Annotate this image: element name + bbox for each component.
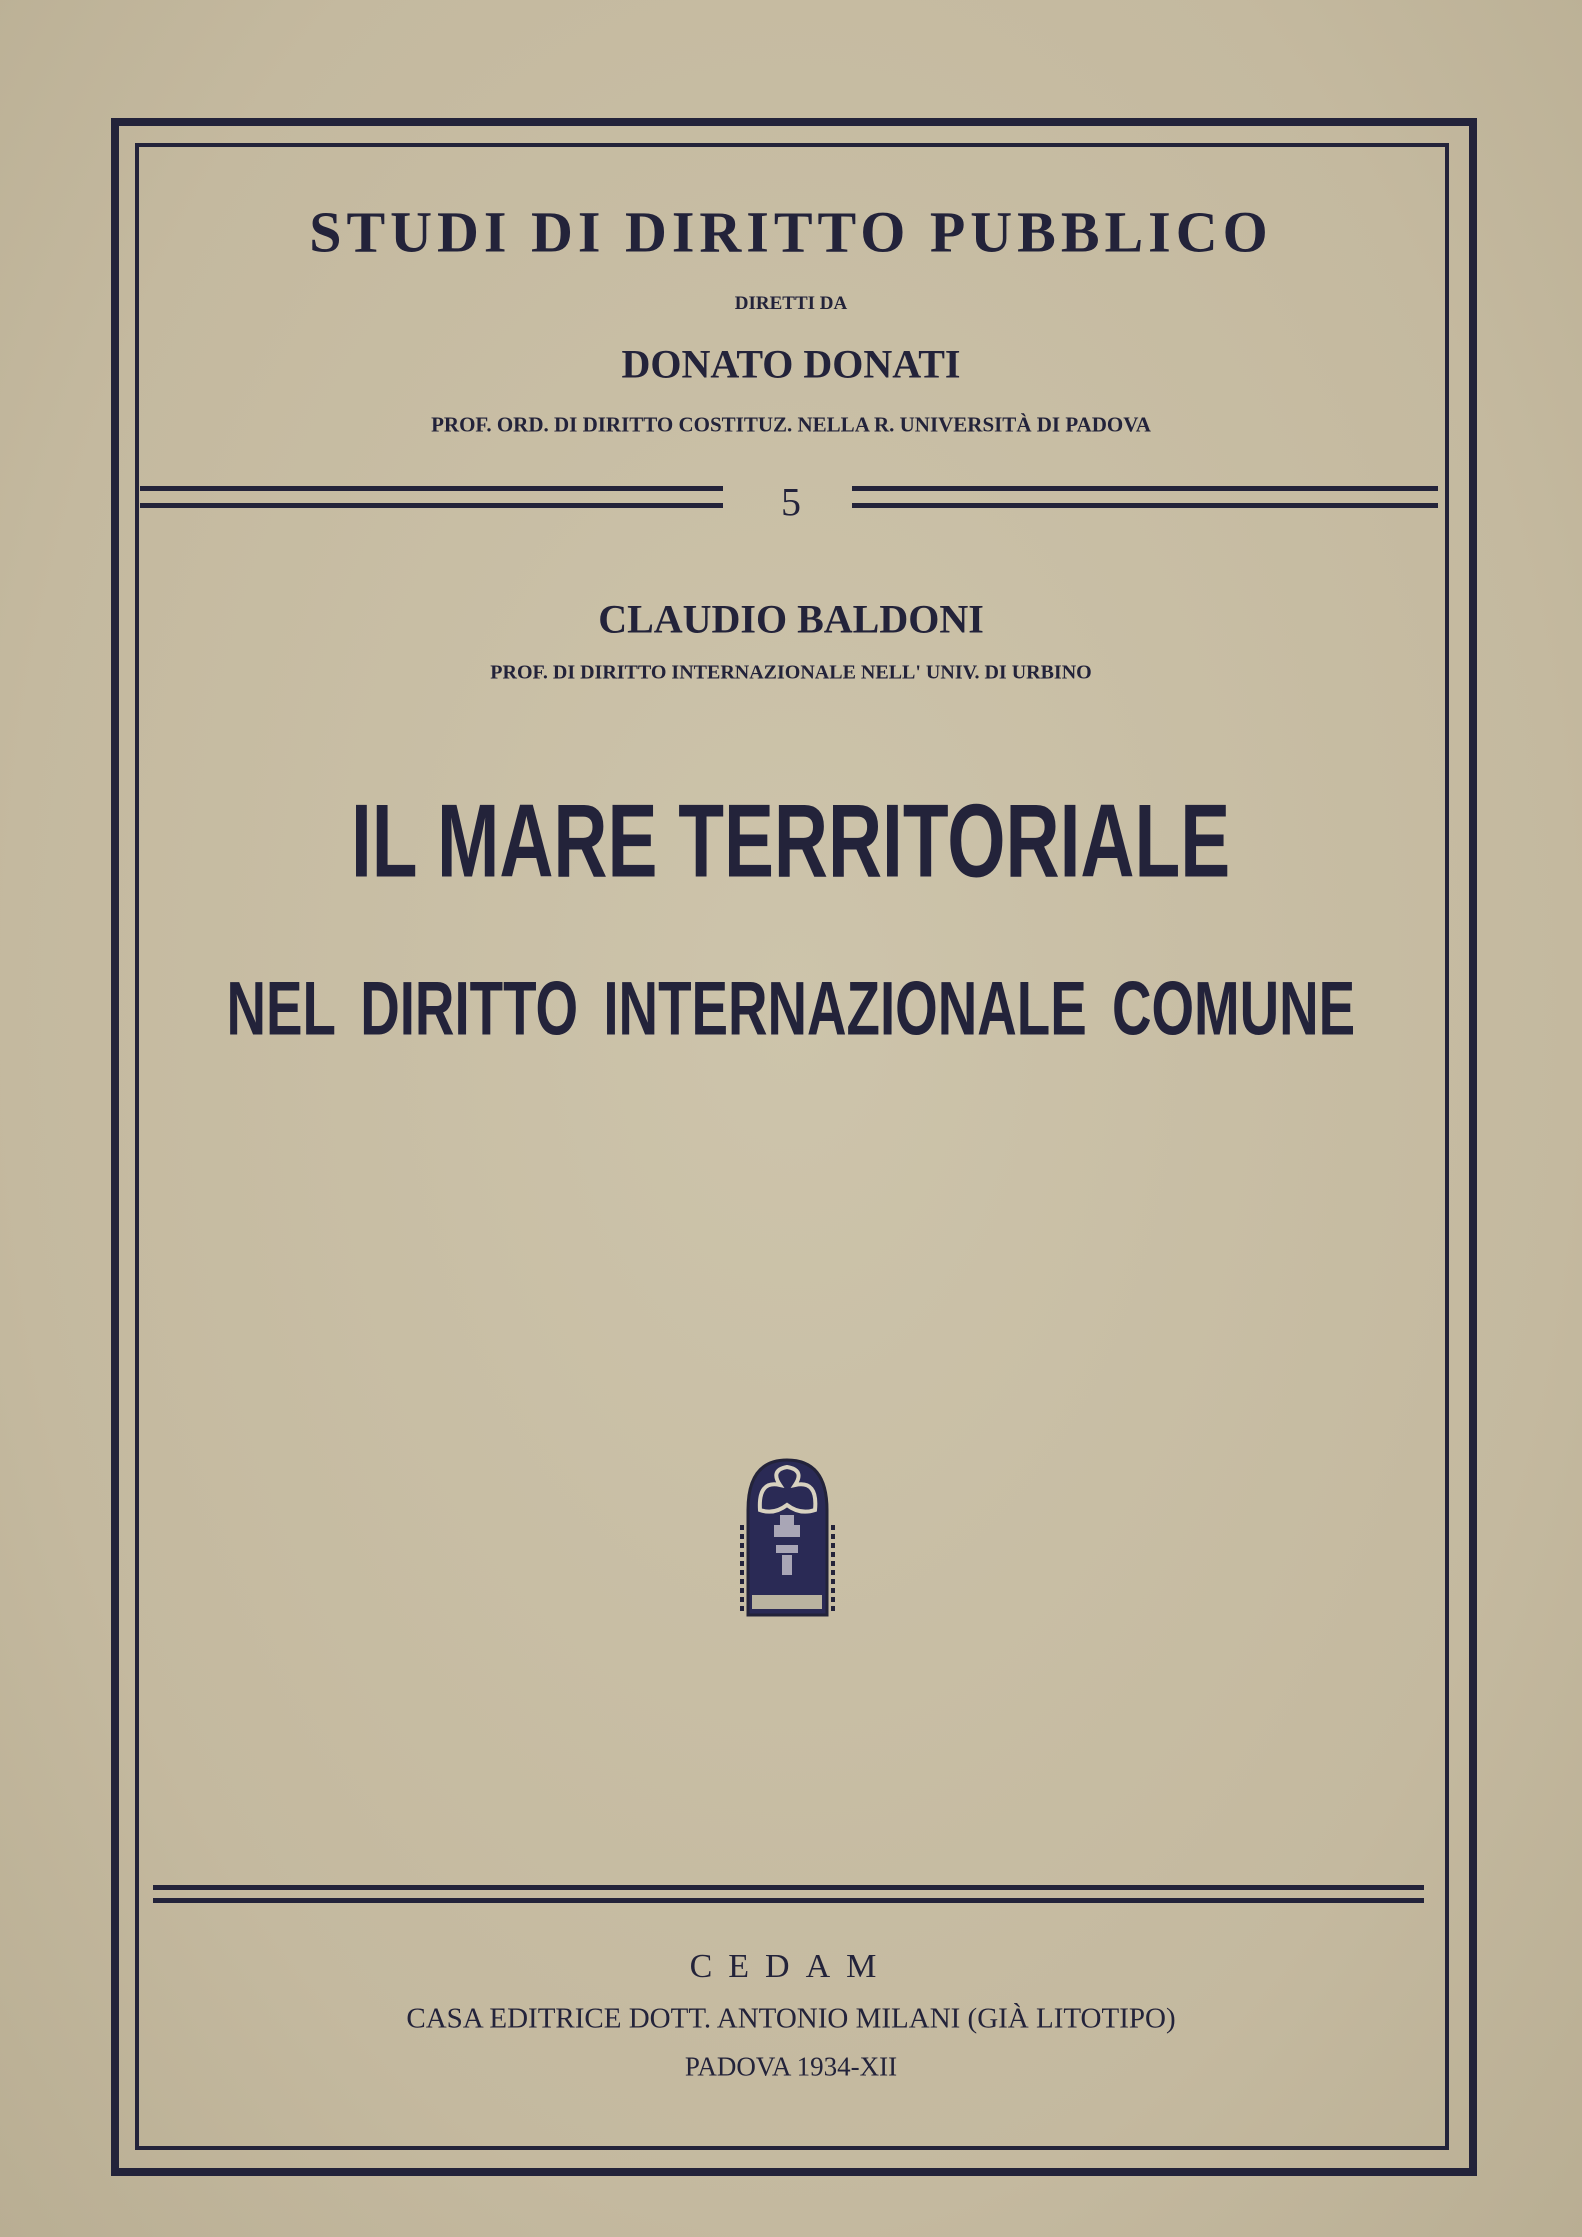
volume-number: 5: [781, 479, 801, 525]
publisher-name: CEDAM: [689, 1948, 893, 1985]
book-title: IL MARE TERRITORIALE: [351, 783, 1231, 900]
editor-affiliation: PROF. ORD. DI DIRITTO COSTITUZ. NELLA R. UNIVERSITÀ DI PADOVA: [431, 412, 1151, 437]
publisher-full-name: CASA EDITRICE DOTT. ANTONIO MILANI (GIÀ LITOTIPO): [406, 2002, 1176, 2035]
directed-by-label: DIRETTI DA: [734, 293, 848, 314]
author-affiliation: PROF. DI DIRITTO INTERNAZIONALE NELL' UNIV. DI URBINO: [490, 661, 1092, 684]
divider-line: [153, 1898, 1424, 1903]
publisher-emblem-icon: [730, 1455, 845, 1620]
inner-border: [135, 143, 1449, 2150]
book-title-wrap: [0, 783, 1582, 902]
divider-line: [153, 1885, 1424, 1890]
publication-place-year: PADOVA 1934-XII: [684, 2051, 898, 2082]
book-subtitle-wrap: [0, 966, 1582, 1053]
book-subtitle: NEL DIRITTO INTERNAZIONALE COMUNE: [226, 966, 1356, 1052]
series-editor: DONATO DONATI: [621, 341, 961, 387]
series-title: STUDI DI DIRITTO PUBBLICO: [309, 199, 1273, 265]
author-name: CLAUDIO BALDONI: [598, 596, 984, 642]
